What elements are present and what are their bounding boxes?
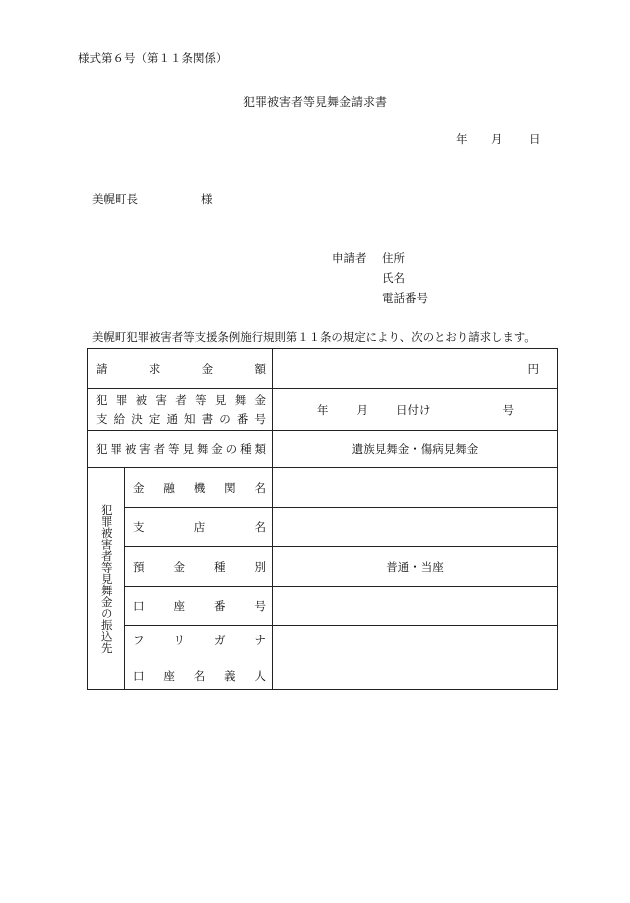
date-year-label: 年 xyxy=(456,132,468,146)
deposit-type-option[interactable]: 普通・当座 xyxy=(273,547,558,587)
label-char: ガ xyxy=(214,632,226,647)
label-char: 金 xyxy=(133,480,145,495)
label-char: 求 xyxy=(148,361,161,376)
applicant-address-label: 住所 xyxy=(382,251,405,265)
account-holder-row xyxy=(88,626,558,690)
label-char: フ xyxy=(133,632,145,647)
payment-type-row xyxy=(88,431,558,468)
notice-month: 月 xyxy=(356,402,368,417)
date-day-label: 日 xyxy=(529,132,541,146)
label-char: 金 xyxy=(211,442,223,456)
label-char: 被 xyxy=(124,442,137,456)
deposit-type-row xyxy=(88,547,558,587)
payment-type-label xyxy=(88,441,272,457)
applicant-role-label: 申請者 xyxy=(332,251,367,265)
label-char: 口 xyxy=(133,668,145,683)
label-char: 金 xyxy=(254,393,266,407)
label-char: 関 xyxy=(224,480,236,495)
label-char: の xyxy=(225,442,238,456)
label-char: 請 xyxy=(96,361,108,376)
label-char: 舞 xyxy=(196,442,209,456)
label-char: リ xyxy=(173,632,185,647)
label-char: 者 xyxy=(175,393,187,407)
label-char: 舞 xyxy=(234,393,247,407)
label-char: ナ xyxy=(254,632,266,647)
label-char: 罪 xyxy=(110,442,122,456)
account-holder-label-cell xyxy=(125,626,273,690)
addressee-honorific: 様 xyxy=(201,192,213,206)
notice-number-row xyxy=(88,389,558,431)
label-char: 融 xyxy=(163,480,175,495)
label-char: 害 xyxy=(155,393,167,407)
branch-label xyxy=(125,519,272,535)
label-char: 罪 xyxy=(115,393,128,407)
label-char: 号 xyxy=(254,412,266,426)
holder-label xyxy=(125,668,272,684)
label-char: 等 xyxy=(168,442,180,456)
label-char: 犯 xyxy=(96,393,108,407)
notice-number-label-cell xyxy=(88,389,273,431)
label-char: 口 xyxy=(133,599,145,613)
label-char: 等 xyxy=(195,393,207,407)
label-char: 定 xyxy=(148,412,161,426)
label-char: 座 xyxy=(163,668,175,683)
branch-field[interactable] xyxy=(273,508,558,547)
furigana-label xyxy=(125,632,272,648)
account-number-label xyxy=(125,598,272,614)
addressee-name: 美幌町長 xyxy=(92,192,138,206)
label-char: 座 xyxy=(173,599,185,613)
date-month-label: 月 xyxy=(491,132,503,146)
label-char: 別 xyxy=(254,559,266,574)
claim-amount-row xyxy=(88,349,558,389)
institution-label xyxy=(125,480,272,496)
payment-type-option[interactable]: 遺族見舞金・傷病見舞金 xyxy=(273,431,558,468)
label-char: 者 xyxy=(153,442,166,456)
bank-section-group-cell xyxy=(88,468,125,690)
notice-number-suffix: 号 xyxy=(502,402,514,417)
label-char: 機 xyxy=(193,480,206,495)
deposit-type-label-cell xyxy=(125,547,273,587)
label-char: 知 xyxy=(184,412,196,426)
applicant-name-label: 氏名 xyxy=(382,271,405,285)
account-number-field[interactable] xyxy=(273,587,558,626)
label-char: 金 xyxy=(201,361,214,376)
label-char: 額 xyxy=(254,361,266,376)
label-char: 金 xyxy=(173,559,185,574)
claim-amount-label xyxy=(88,361,272,377)
account-number-row xyxy=(88,587,558,626)
applicant-phone-label: 電話番号 xyxy=(382,291,428,305)
account-holder-field[interactable] xyxy=(273,626,558,690)
label-char: 名 xyxy=(193,668,206,683)
institution-field[interactable] xyxy=(273,468,558,508)
request-statement: 美幌町犯罪被害者等支援条例施行規則第１１条の規定により、次のとおり請求します。 xyxy=(92,330,536,344)
notice-label-line2 xyxy=(88,411,272,427)
label-char: 支 xyxy=(96,412,108,426)
account-number-label-cell xyxy=(125,587,273,626)
label-char: 害 xyxy=(139,442,151,456)
claim-amount-label-cell xyxy=(88,349,273,389)
label-char: 通 xyxy=(166,412,178,426)
label-char: 義 xyxy=(224,668,236,683)
label-char: 給 xyxy=(113,412,126,426)
label-char: 番 xyxy=(236,412,249,426)
label-char: の xyxy=(219,412,231,426)
deposit-type-label xyxy=(125,559,272,575)
notice-number-field[interactable] xyxy=(273,389,558,431)
document-title: 犯罪被害者等見舞金請求書 xyxy=(242,95,387,109)
payment-type-label-cell xyxy=(88,431,273,468)
label-char: 支 xyxy=(133,520,145,534)
label-char: 種 xyxy=(214,559,226,574)
label-char: 見 xyxy=(182,442,194,456)
notice-label-line1 xyxy=(88,392,272,408)
label-char: 号 xyxy=(254,599,266,613)
label-char: 人 xyxy=(254,668,266,683)
label-char: 種 xyxy=(240,442,252,456)
notice-dated: 日付け xyxy=(396,402,431,417)
label-char: 類 xyxy=(254,442,266,456)
label-char: 名 xyxy=(254,480,266,495)
notice-year: 年 xyxy=(317,402,329,417)
label-char: 被 xyxy=(135,393,148,407)
label-char: 犯 xyxy=(96,442,108,456)
branch-label-cell xyxy=(125,508,273,547)
claim-amount-field[interactable] xyxy=(273,349,558,389)
form-number: 様式第６号（第１１条関係） xyxy=(78,51,228,65)
label-char: 番 xyxy=(214,599,226,613)
label-char: 預 xyxy=(133,559,145,574)
label-char: 名 xyxy=(254,520,266,534)
label-char: 見 xyxy=(214,393,227,407)
claim-form-table xyxy=(87,348,558,690)
bank-section-label: 犯罪被害者等見舞金の振込先 xyxy=(99,503,114,654)
bank-institution-row xyxy=(88,468,558,508)
branch-row xyxy=(88,508,558,547)
label-char: 店 xyxy=(193,520,206,534)
label-char: 決 xyxy=(131,412,143,426)
label-char: 書 xyxy=(201,412,214,426)
yen-unit: 円 xyxy=(527,361,539,376)
institution-label-cell xyxy=(125,468,273,508)
